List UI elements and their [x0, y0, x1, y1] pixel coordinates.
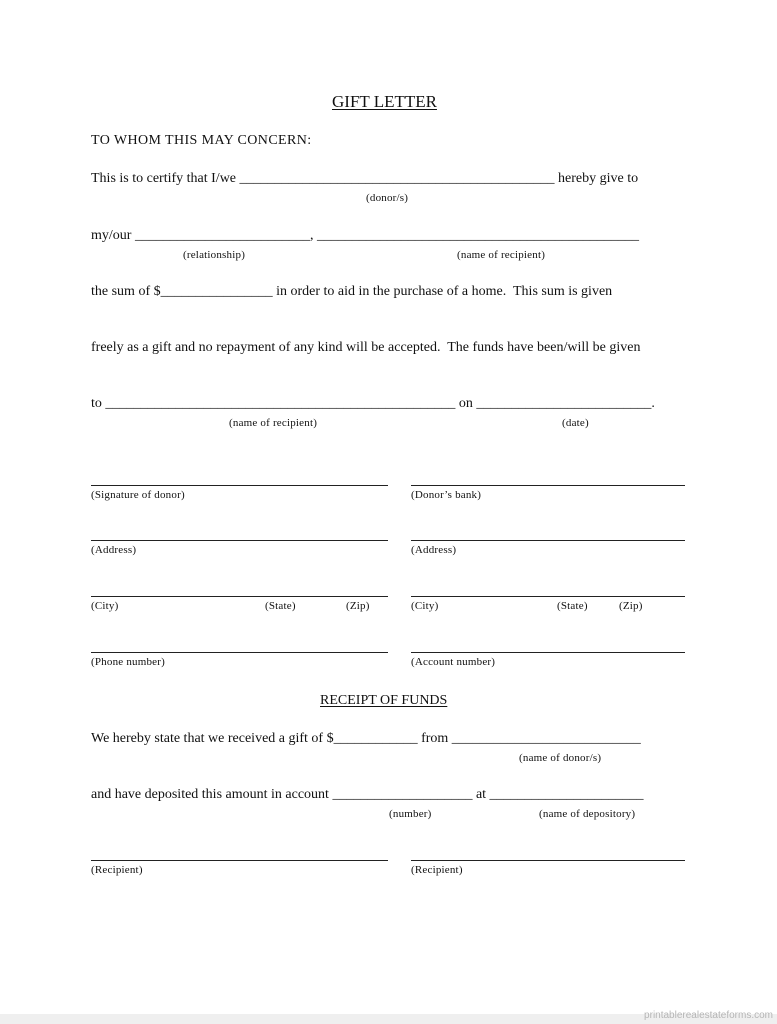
signature-line — [411, 540, 685, 541]
watermark-text: printablerealestateforms.com — [644, 1010, 773, 1021]
signature-line — [91, 860, 388, 861]
caption-state: (State) — [265, 600, 296, 612]
caption-zip: (Zip) — [619, 600, 643, 612]
relationship-line: my/our _________________________, ______________________________________________ — [91, 228, 639, 243]
signature-line — [91, 485, 388, 486]
signature-line — [91, 652, 388, 653]
signature-line — [91, 596, 388, 597]
caption-account-number: (Account number) — [411, 656, 496, 668]
caption-donors-bank: (Donor’s bank) — [411, 489, 482, 501]
receipt-heading: RECEIPT OF FUNDS — [320, 693, 448, 708]
signature-line — [411, 596, 685, 597]
caption-city: (City) — [91, 600, 119, 612]
caption-city: (City) — [411, 600, 439, 612]
caption-address: (Address) — [91, 544, 137, 556]
caption-address: (Address) — [411, 544, 457, 556]
caption-recipient: (Recipient) — [91, 864, 143, 876]
caption-donors: (donor/s) — [366, 192, 409, 204]
caption-phone-number: (Phone number) — [91, 656, 165, 668]
caption-number: (number) — [389, 808, 432, 820]
certify-line: This is to certify that I/we _____________________________________________ hereby give to — [91, 171, 639, 186]
signature-line — [411, 652, 685, 653]
signature-line — [411, 860, 685, 861]
caption-relationship: (relationship) — [183, 249, 246, 261]
caption-zip: (Zip) — [346, 600, 370, 612]
caption-state: (State) — [557, 600, 588, 612]
caption-name-of-recipient: (name of recipient) — [229, 417, 318, 429]
recipient-date-line: to __________________________________________________ on _________________________. — [91, 396, 655, 411]
salutation: TO WHOM THIS MAY CONCERN: — [91, 133, 312, 148]
sum-line: the sum of $________________ in order to aid in the purchase of a home. This sum is given — [91, 284, 613, 299]
caption-name-of-depository: (name of depository) — [539, 808, 636, 820]
receipt-deposit-line: and have deposited this amount in account ____________________ at ______________________ — [91, 787, 644, 802]
caption-signature-of-donor: (Signature of donor) — [91, 489, 185, 501]
receipt-gift-line: We hereby state that we received a gift of $____________ from ___________________________ — [91, 731, 641, 746]
signature-line — [91, 540, 388, 541]
document-title: GIFT LETTER — [332, 92, 437, 111]
caption-name-of-recipient: (name of recipient) — [457, 249, 546, 261]
caption-name-of-donors: (name of donor/s) — [519, 752, 602, 764]
gift-statement-line: freely as a gift and no repayment of any kind will be accepted. The funds have been/will be given — [91, 340, 641, 355]
signature-line — [411, 485, 685, 486]
caption-date: (date) — [562, 417, 589, 429]
caption-recipient: (Recipient) — [411, 864, 463, 876]
